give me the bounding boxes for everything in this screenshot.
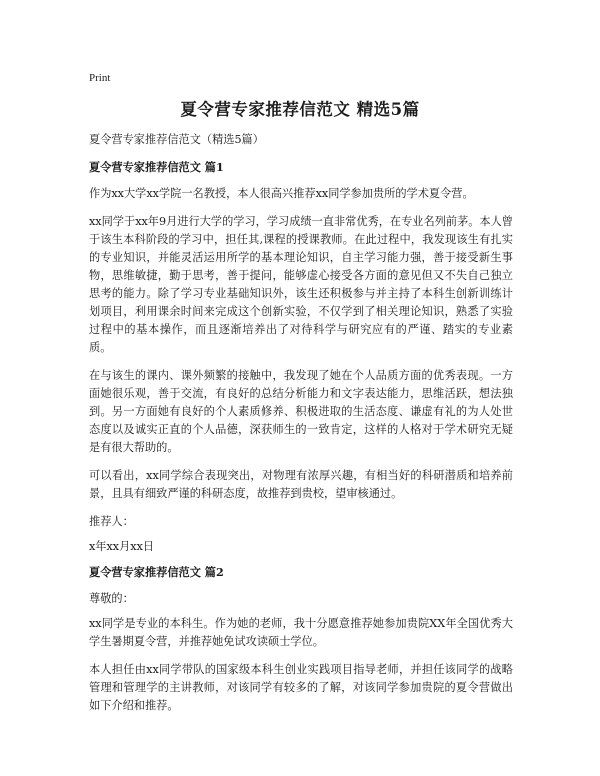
page-title: 夏令营专家推荐信范文 精选5篇 — [180, 100, 420, 119]
document-body — [89, 131, 513, 725]
recommender-line: 推荐人： — [89, 515, 134, 528]
paragraph: 在与该生的课内、课外频繁的接触中，我发现了她在个人品质方面的优秀表现。一方面她很乐观，善于交流，有良好的总结分析能力和文字表达能力，思维活跃，想法独到。另一方面她有良好的个人素质修养、积极进取的生活态度、谦虚有礼的为人处世态度以及诚实正直的个人品德，深获师生的一致肯定，这样的人格对于学术研究无疑是有很大帮助的。 — [89, 369, 513, 454]
paragraph: 作为xx大学xx学院一名教授，本人很高兴推荐xx同学参加贵所的学术夏令营。 — [89, 187, 474, 200]
greeting-line: 尊敬的： — [89, 592, 134, 605]
paragraph: xx同学是专业的本科生。作为她的老师，我十分愿意推荐她参加贵院XX年全国优秀大学生暑期夏令营，并推荐她免试攻读硕士学位。 — [89, 617, 513, 648]
section-heading-2: 夏令营专家推荐信范文 篇2 — [89, 565, 224, 579]
section-heading-1: 夏令营专家推荐信范文 篇1 — [89, 160, 224, 174]
paragraph: xx同学于xx年9月进行大学的学习，学习成绩一直非常优秀，在专业名列前茅。本人曾于该生本科阶段的学习中，担任其,课程的授课教师。在此过程中，我发现该生有扎实的专业知识，并能灵活运用所学的基本理论知识，自主学习能力强，善于接受新生事物，思维敏捷，勤于思考，善于提问，能够虚心接受各方面的意见但又不失自己独立思考的能力。除了学习专业基础知识外，该生还积极参与并主持了本科生创新训练计划项目，利用课余时间来完成这个创新实验，不仅学到了相关理论知识，熟悉了实验过程中的基本操作，而且逐渐培养出了对待科学与研究应有的严谨、踏实的专业素质。 — [89, 215, 513, 354]
paragraph: 可以看出，xx同学综合表现突出，对物理有浓厚兴趣，有相当好的科研潜质和培养前景，且具有细致严谨的科研态度，故推荐到贵校，望审核通过。 — [89, 469, 513, 500]
document-subtitle: 夏令营专家推荐信范文（精选5篇） — [89, 133, 264, 146]
date-line: x年xx月xx日 — [89, 540, 155, 553]
paragraph: 本人担任由xx同学带队的国家级本科生创业实践项目指导老师，并担任该同学的战略管理和管理学的主讲教师，对该同学有较多的了解，对该同学参加贵院的夏令营做出如下介绍和推荐。 — [89, 663, 513, 712]
print-label[interactable]: Print — [89, 72, 111, 84]
